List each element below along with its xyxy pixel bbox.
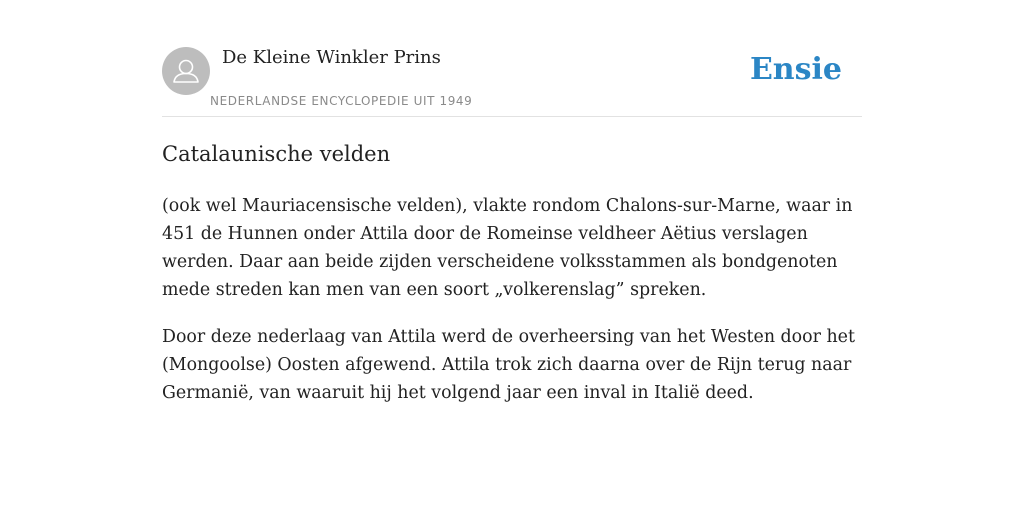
entry-paragraph: Door deze nederlaag van Attila werd de overheersing van het Westen door het (Mongoolse) Oosten afgewend. Attila trok zich daarna over de Rijn terug naar Germanië, van waaruit hij het volgend jaar een inval in Italië deed. [162,327,855,403]
entry-paragraph: (ook wel Mauriacensische velden), vlakte rondom Chalons-sur-Marne, waar in 451 de Hunnen onder Attila door de Romeinse veldheer Aëtius verslagen werden. Daar aan beide zijden verscheidene volksstammen als bondgenoten mede streden kan men van een soort „volkerenslag” spreken. [162,196,853,300]
entry-content [162,138,862,407]
source-name[interactable]: De Kleine Winkler Prins [222,47,441,68]
brand-logo[interactable]: Ensie [749,52,842,87]
entry-title: Catalaunische velden [162,142,391,166]
source-header [162,46,862,117]
avatar[interactable] [162,47,210,95]
source-subtitle: NEDERLANDSE ENCYCLOPEDIE UIT 1949 [210,94,473,108]
user-icon [162,47,210,95]
